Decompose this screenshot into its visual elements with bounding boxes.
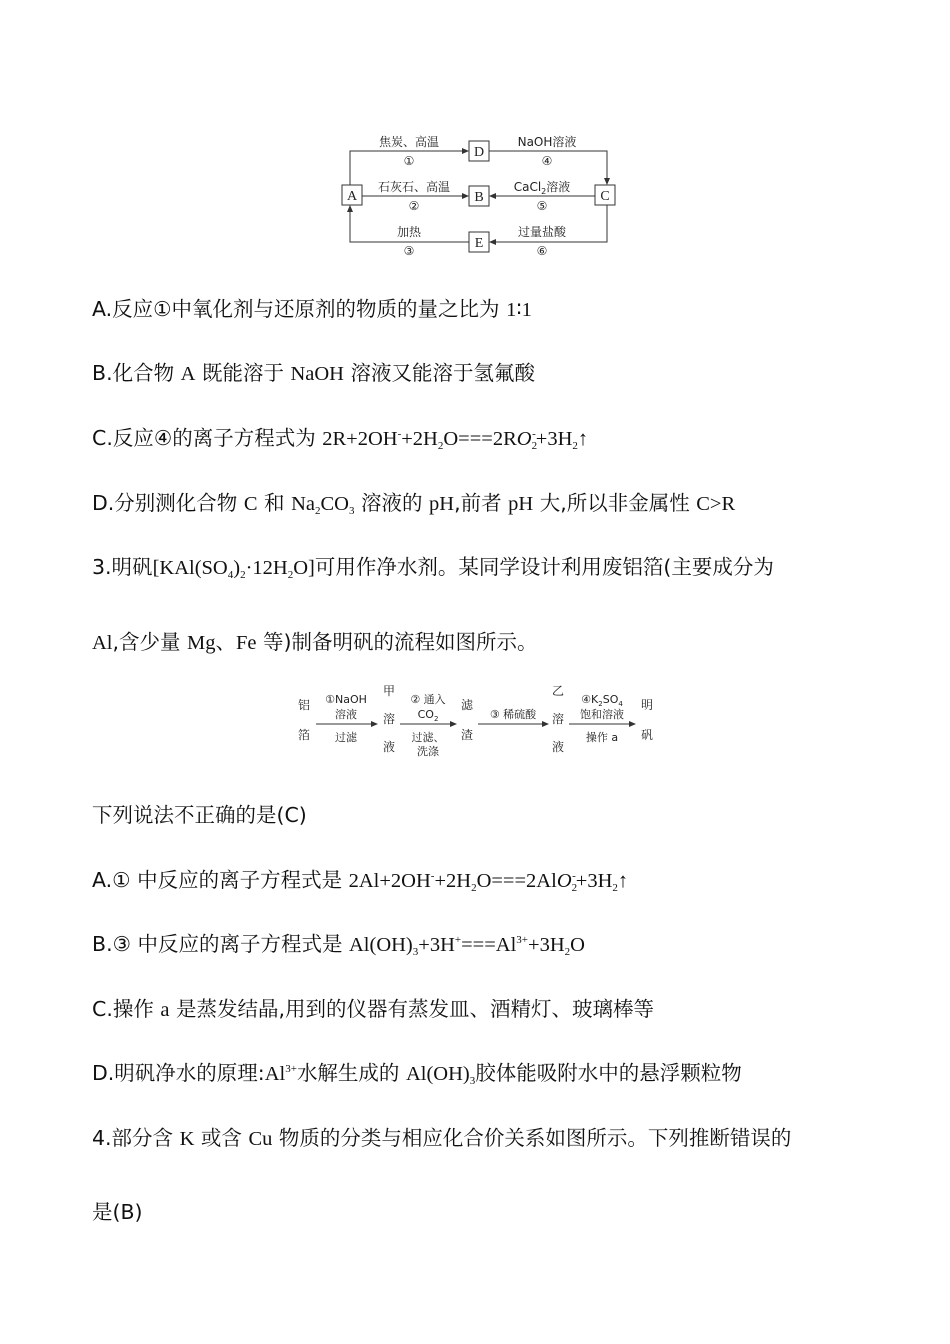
q3-question-stem: 下列说法不正确的是(C): [92, 803, 307, 827]
svg-text:箔: 箔: [297, 728, 311, 742]
flow-step4-reagent: $④K_2SO_4$: [581, 693, 623, 708]
label-limestone-high-temp: 石灰石、高温: [377, 180, 451, 194]
q3-option-c: C.操作 a 是蒸发结晶,用到的仪器有蒸发皿、酒精灯、玻璃棒等: [92, 997, 655, 1021]
svg-text:饱和溶液: 饱和溶液: [580, 708, 624, 721]
q2-option-d: D.分别测化合物 C 和 $Na_2CO_3$ 溶液的 pH,前者 pH 大,所以非金属性 C>R: [92, 491, 736, 517]
label-step-1: ①: [403, 154, 415, 168]
q2-option-a: A.反应①中氧化剂与还原剂的物质的量之比为 1∶1: [92, 297, 532, 321]
q2-option-b: B.化合物 A 既能溶于 NaOH 溶液又能溶于氢氟酸: [92, 361, 536, 385]
label-step-3: ③: [403, 244, 415, 258]
svg-text:溶液: 溶液: [335, 708, 357, 721]
svg-text:矾: 矾: [640, 728, 654, 742]
svg-text:液: 液: [382, 740, 396, 754]
flow-step1-reagent: ①NaOH: [325, 693, 367, 706]
label-naoh-solution: NaOH溶液: [517, 135, 577, 149]
flow-step1-operation: 过滤: [335, 731, 357, 744]
label-coke-high-temp: 焦炭、高温: [378, 135, 440, 149]
reaction-cycle-diagram: [330, 128, 630, 263]
svg-text:液: 液: [551, 740, 565, 754]
label-step-4: ④: [541, 154, 553, 168]
q3-option-d: D.明矾净水的原理$:Al^{3+}$水解生成的 $Al(OH)_3$胶体能吸附水中的悬浮颗粒物: [92, 1061, 742, 1087]
box-B-label: B: [474, 190, 484, 205]
label-step-2: ②: [408, 199, 420, 213]
svg-text:CO2: $CO_2$: [417, 708, 439, 723]
flow-residue: 滤: [460, 698, 474, 712]
alum-flow-diagram: [290, 680, 670, 762]
svg-text:溶: 溶: [551, 712, 565, 726]
q4-stem-line-2: 是(B): [92, 1200, 143, 1224]
q3-stem-line-1: 3.明矾$[KAl(SO_4)_2\cdot 12H_2O]$可用作净水剂。某同学设计利用废铝箔(主要成分为: [92, 555, 774, 581]
flow-end-alum: 明: [640, 698, 654, 712]
box-E-label: E: [474, 236, 484, 251]
svg-text:洗涤: 洗涤: [417, 745, 439, 758]
q2-option-c: C.反应④的离子方程式为 $2R+2OH^-+2H_2O===2RO_2^-+3H_2↑$: [92, 426, 589, 452]
q4-stem-line-1: 4.部分含 K 或含 Cu 物质的分类与相应化合价关系如图所示。下列推断错误的: [92, 1126, 792, 1150]
flow-step2-operation: 过滤、: [411, 731, 445, 744]
flow-solution-yi: 乙: [551, 684, 565, 698]
label-cacl2-solution: CaCl$_2$溶液: [513, 180, 571, 196]
flow-step4-operation: 操作 a: [585, 731, 619, 744]
label-excess-hcl: 过量盐酸: [517, 225, 567, 239]
label-step-5: ⑤: [536, 199, 548, 213]
flow-step3-reagent: ③ 稀硫酸: [489, 708, 537, 721]
q3-option-b: B.③ 中反应的离子方程式是 $Al(OH)_3+3H^+===Al^{3+}+3H_2O$: [92, 932, 585, 958]
label-step-6: ⑥: [536, 244, 548, 258]
svg-text:渣: 渣: [460, 728, 474, 742]
box-A-label: A: [346, 189, 358, 204]
q3-option-a: A.① 中反应的离子方程式是 $2Al+2OH^-+2H_2O===2AlO_2^-+3H_2↑$: [92, 868, 629, 894]
box-C-label: C: [600, 189, 610, 204]
flow-step2-reagent: ② 通入: [410, 693, 446, 706]
svg-text:溶: 溶: [382, 712, 396, 726]
flow-start-al: 铝: [297, 698, 311, 712]
box-D-label: D: [473, 145, 485, 160]
q3-stem-line-2: Al,含少量 Mg、Fe 等)制备明矾的流程如图所示。: [92, 630, 538, 654]
flow-solution-jia: 甲: [382, 684, 396, 698]
label-heating: 加热: [396, 225, 422, 239]
